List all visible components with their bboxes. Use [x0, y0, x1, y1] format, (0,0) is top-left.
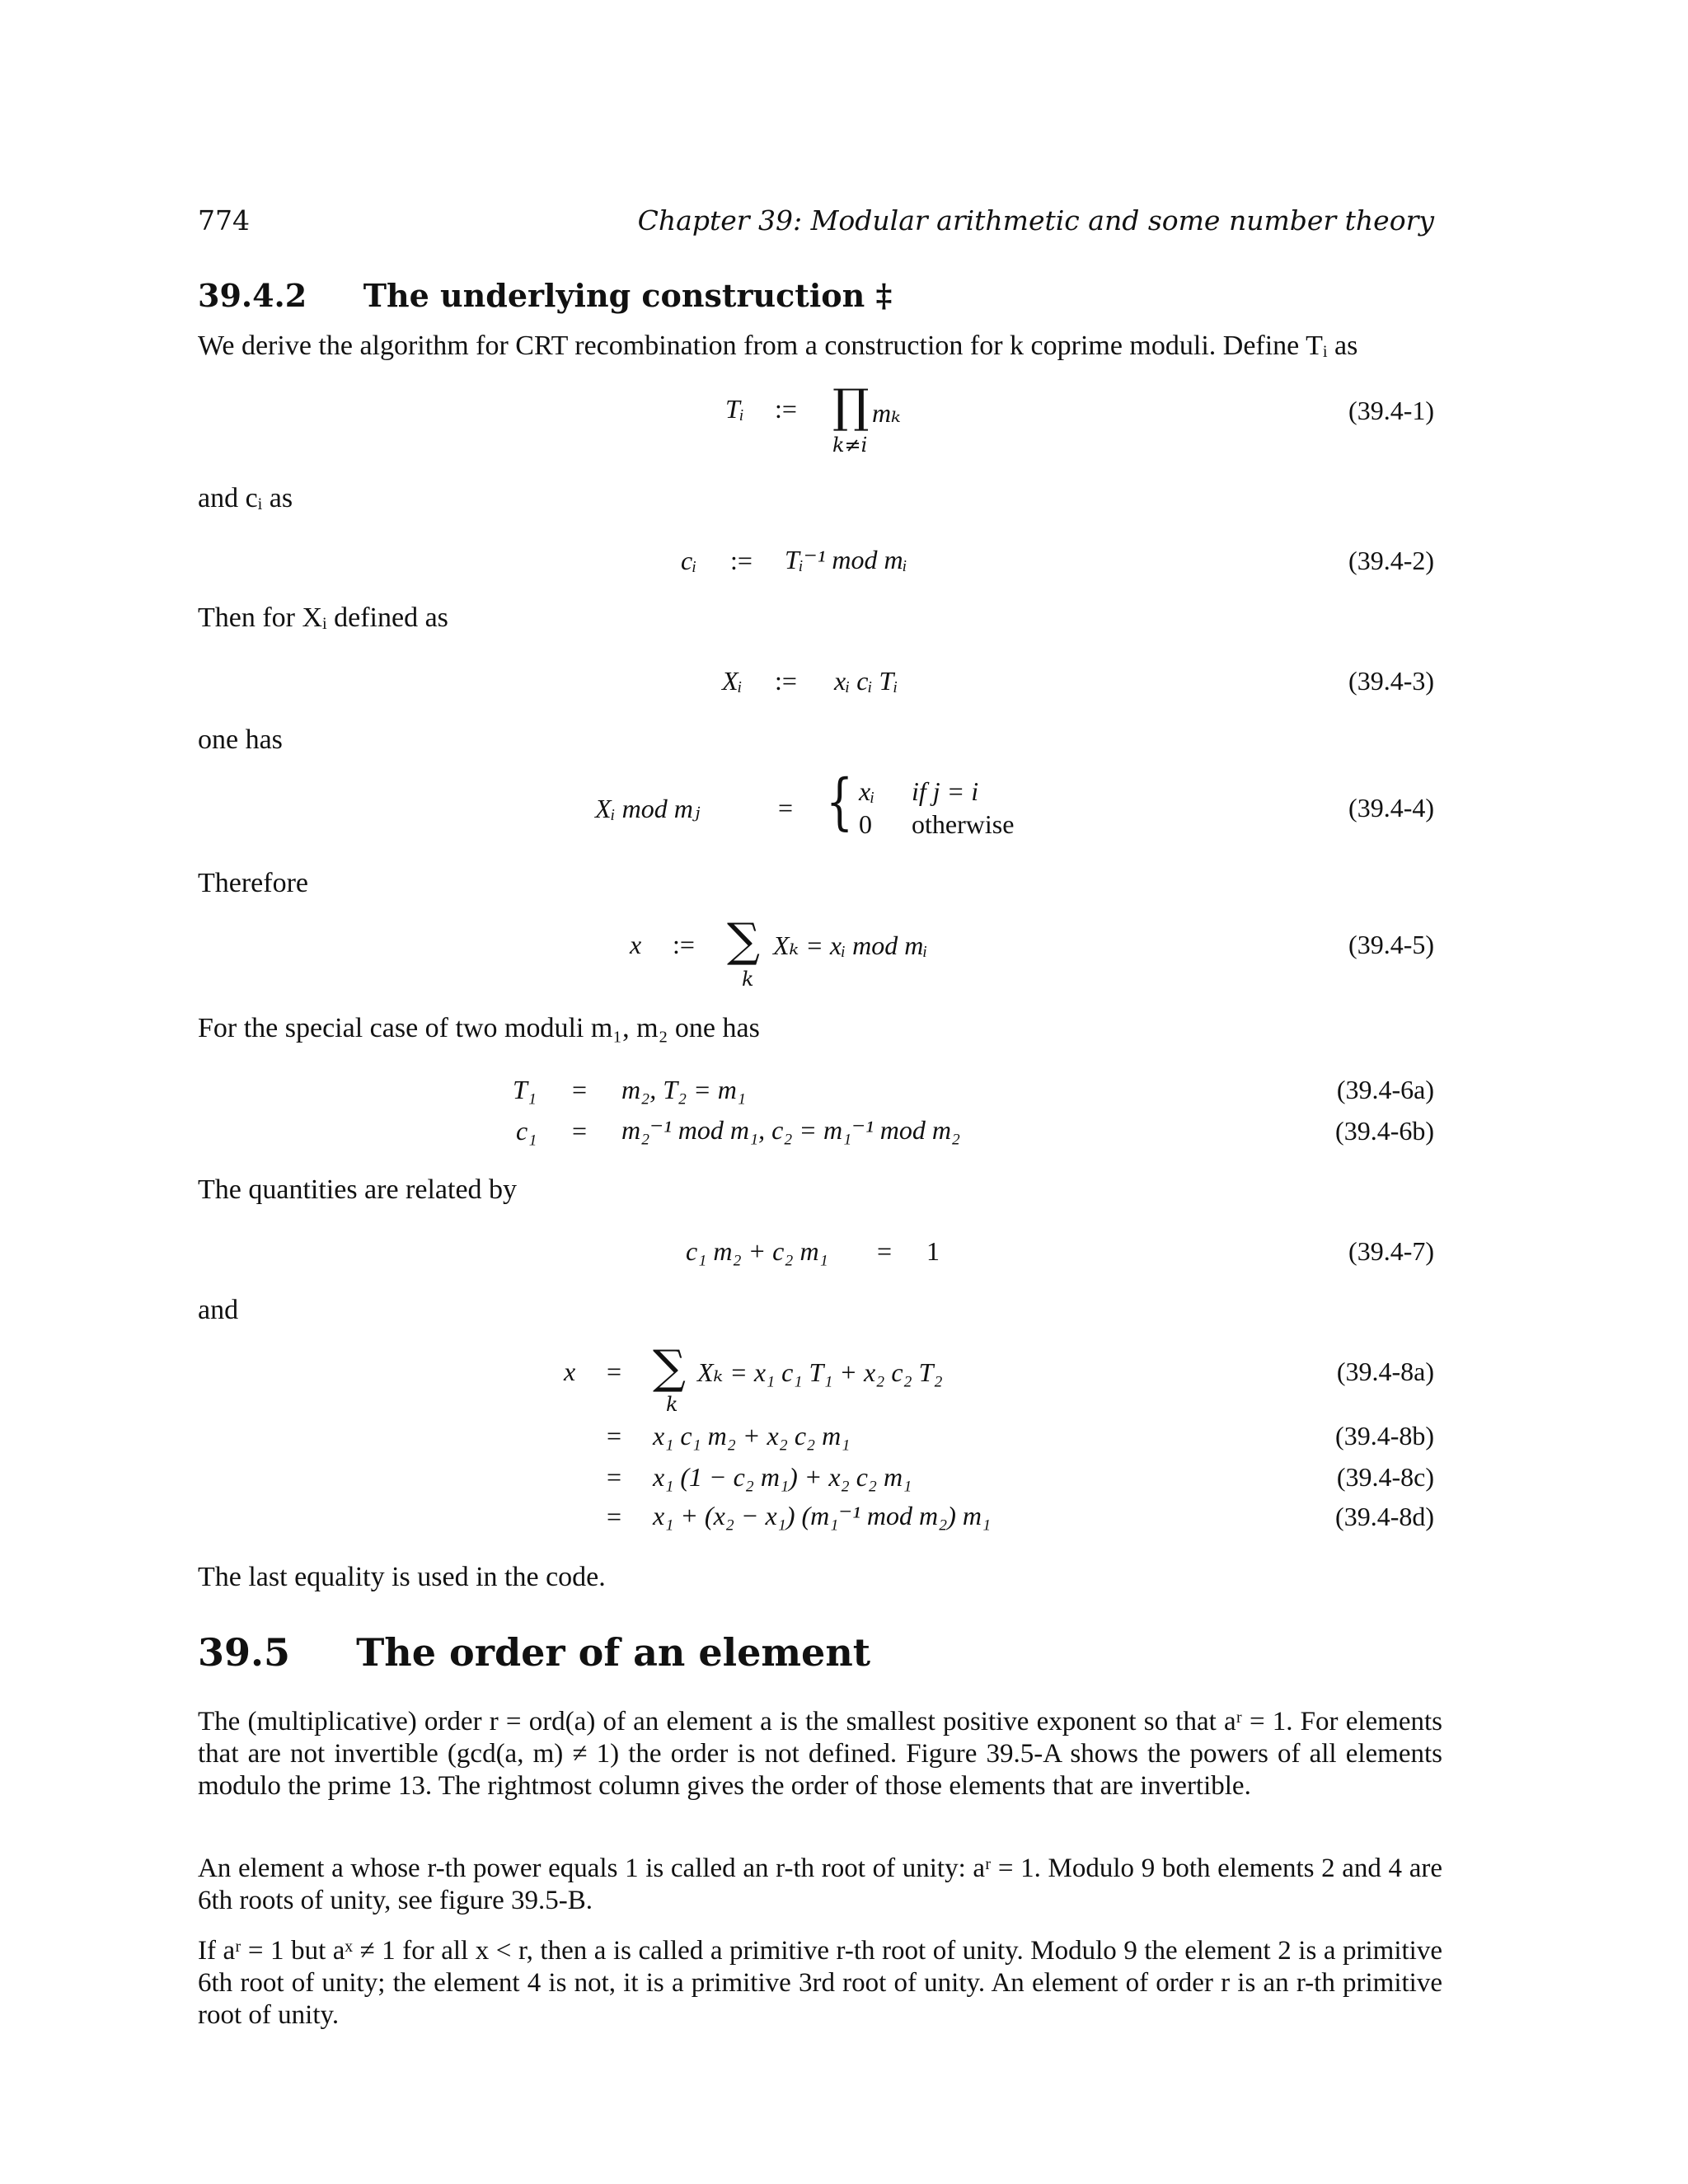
page-number: 774 [198, 204, 250, 237]
eq8c-op: = [607, 1462, 622, 1492]
eq8b-rhs: x₁ c₁ m₂ + x₂ c₂ m₁ [653, 1421, 851, 1451]
eq6b-rhs: m₂⁻¹ mod m₁, c₂ = m₁⁻¹ mod m₂ [621, 1115, 961, 1145]
eq6a-number: (39.4-6a) [1336, 1075, 1434, 1104]
section-heading [198, 1630, 870, 1675]
intro-text: We derive the algorithm for CRT recombination from a construction for k coprime moduli. Define Tᵢ as [198, 330, 1358, 361]
product-symbol: ∏ [832, 380, 870, 434]
eq1-rhs: mₖ [872, 398, 901, 428]
eq8a-rhs: Xₖ = x₁ c₁ T₁ + x₂ c₂ T₂ [697, 1357, 943, 1387]
text-then-xi: Then for Xᵢ defined as [198, 602, 448, 633]
eq4-number: (39.4-4) [1348, 793, 1434, 823]
paragraph-primitive-root: If aʳ = 1 but aˣ ≠ 1 for all x < r, then a is called a primitive r-th root of unity. Modulo 9 the element 2 is a primitive 6th root of unity; the element 4 is not, it is a primitive 3rd root of unity. An element of order r is an r-th primitive root of unity. [198, 1936, 1442, 2030]
text-and-ci: and cᵢ as [198, 483, 293, 513]
eq2-rhs: Tᵢ⁻¹ mod mᵢ [785, 545, 907, 574]
sum-symbol: ∑ [727, 914, 760, 968]
eq8d-op: = [607, 1502, 622, 1531]
eq6a-lhs: T₁ [513, 1075, 537, 1104]
eq5-number: (39.4-5) [1348, 930, 1434, 959]
text-one-has: one has [198, 724, 283, 755]
eq7-op: = [877, 1236, 893, 1266]
eq4-op: = [778, 793, 794, 823]
eq8a-subscript: k [666, 1393, 678, 1416]
eq3-rhs: xᵢ cᵢ Tᵢ [834, 666, 898, 696]
eq4-case2-condition: otherwise [912, 809, 1015, 839]
eq1-subscript: k≠i [832, 434, 868, 457]
eq2-op: := [730, 546, 753, 575]
eq6b-lhs: c₁ [516, 1116, 537, 1146]
paragraph-order-definition: The (multiplicative) order r = ord(a) of an element a is the smallest positive exponent so that aʳ = 1. For elements that are not invertible (gcd(a, m) ≠ 1) the order is not defined. Figure 39.5-A shows the powers of all elements modulo the prime 13. The rightmost column gives the order of those elements that are invertible. [198, 1707, 1442, 1801]
eq8d-rhs: x₁ + (x₂ − x₁) (m₁⁻¹ mod m₂) m₁ [653, 1501, 992, 1530]
eq5-subscript: k [742, 968, 754, 991]
eq3-op: := [775, 666, 797, 696]
eq1-number: (39.4-1) [1348, 396, 1434, 425]
text-related: The quantities are related by [198, 1174, 518, 1205]
eq8b-op: = [607, 1421, 622, 1451]
eq6b-op: = [572, 1116, 588, 1146]
subsection-title: The underlying construction ‡ [363, 277, 893, 314]
eq5-op: := [673, 930, 695, 959]
eq4-case1-condition: if j = i [912, 776, 979, 806]
eq6a-op: = [572, 1075, 588, 1104]
eq4-lhs: Xᵢ mod mⱼ [595, 794, 701, 823]
eq8a-number: (39.4-8a) [1336, 1357, 1434, 1386]
eq7-number: (39.4-7) [1348, 1236, 1434, 1266]
eq2-lhs: cᵢ [681, 546, 697, 575]
eq6a-rhs: m₂, T₂ = m₁ [621, 1075, 746, 1104]
eq8d-number: (39.4-8d) [1335, 1502, 1434, 1531]
eq3-number: (39.4-3) [1348, 666, 1434, 696]
eq4-case2-value: 0 [859, 809, 872, 839]
eq8b-number: (39.4-8b) [1335, 1421, 1434, 1451]
paragraph-root-of-unity: An element a whose r-th power equals 1 is called an r-th root of unity: aʳ = 1. Modulo 9 both elements 2 and 4 are 6th roots of unity, see figure 39.5-B. [198, 1854, 1442, 1915]
eq8a-op: = [607, 1357, 622, 1386]
eq8a-lhs: x [564, 1357, 576, 1386]
eq1-lhs: Tᵢ [725, 394, 744, 424]
eq7-rhs: 1 [926, 1236, 940, 1266]
running-title: Chapter 39: Modular arithmetic and some number theory [637, 204, 1434, 237]
left-brace: { [826, 766, 854, 837]
eq2-number: (39.4-2) [1348, 546, 1434, 575]
section-title: The order of an element [356, 1630, 871, 1675]
subsection-number: 39.4.2 [198, 277, 307, 314]
section-number: 39.5 [198, 1630, 291, 1675]
text-last-equality: The last equality is used in the code. [198, 1562, 606, 1592]
eq8c-number: (39.4-8c) [1336, 1462, 1434, 1492]
eq8c-rhs: x₁ (1 − c₂ m₁) + x₂ c₂ m₁ [653, 1462, 912, 1492]
text-special-case: For the special case of two moduli m₁, m₂ one has [198, 1013, 760, 1043]
eq3-lhs: Xᵢ [722, 666, 743, 696]
eq7-lhs: c₁ m₂ + c₂ m₁ [686, 1236, 828, 1266]
sum-symbol-2: ∑ [653, 1341, 686, 1394]
text-and: and [198, 1295, 239, 1325]
text-therefore: Therefore [198, 868, 309, 898]
subsection-heading [198, 277, 892, 314]
eq4-case1-value: xᵢ [859, 776, 875, 806]
eq6b-number: (39.4-6b) [1335, 1116, 1434, 1146]
eq1-op: := [775, 394, 797, 424]
eq5-lhs: x [630, 930, 642, 959]
eq5-rhs: Xₖ = xᵢ mod mᵢ [773, 930, 928, 960]
